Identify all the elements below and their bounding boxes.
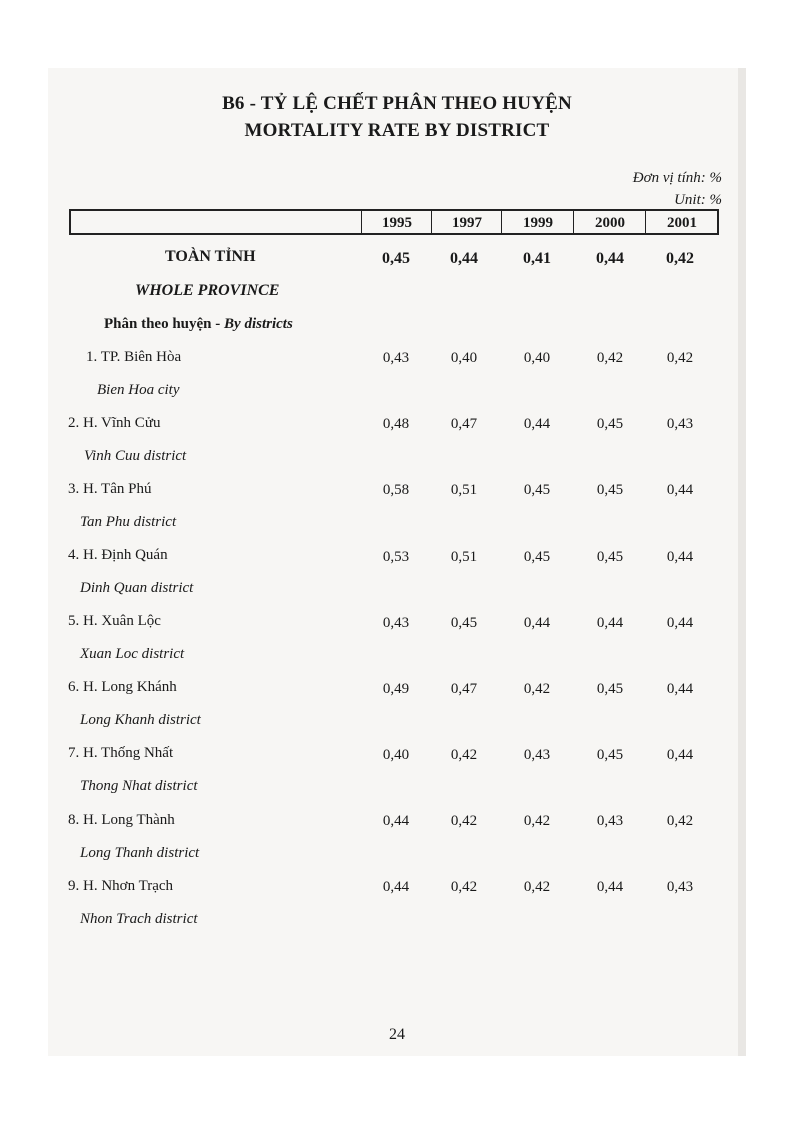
- row-label-vi: 1. TP. Biên Hòa: [86, 349, 182, 365]
- page-number: 24: [389, 1026, 405, 1043]
- row-value: 0,40: [450, 350, 478, 366]
- row-value: 0,40: [523, 350, 551, 366]
- row-label-en: Xuan Loc district: [80, 646, 185, 662]
- row-value: 0,44: [523, 416, 551, 432]
- row-value: 0,40: [382, 747, 410, 763]
- section-label-vi: Phân theo huyện -: [104, 316, 225, 332]
- row-value: 0,44: [666, 615, 694, 631]
- row-value: 0,53: [382, 549, 410, 565]
- row-label-vi: 5. H. Xuân Lộc: [68, 613, 161, 629]
- row-value: 0,45: [596, 482, 624, 498]
- section-heading: [104, 316, 293, 333]
- row-value: 0,42: [523, 879, 551, 895]
- row-value: 0,45: [596, 681, 624, 697]
- total-value-2001: 0,42: [666, 250, 694, 267]
- year-header-2001: 2001: [645, 211, 718, 233]
- row-value: 0,43: [382, 615, 410, 631]
- row-value: 0,47: [450, 681, 478, 697]
- row-value: 0,48: [382, 416, 410, 432]
- row-label-vi: 2. H. Vĩnh Cửu: [68, 415, 161, 431]
- row-label-en: Long Thanh district: [80, 845, 200, 861]
- row-label-vi: 8. H. Long Thành: [68, 812, 175, 828]
- row-value: 0,44: [666, 482, 694, 498]
- row-value: 0,44: [666, 681, 694, 697]
- row-value: 0,43: [666, 879, 694, 895]
- page-edge-shadow: [738, 68, 746, 1056]
- table-header: [69, 209, 719, 235]
- year-header-2000: 2000: [573, 211, 646, 233]
- row-label-en: Bien Hoa city: [97, 382, 180, 398]
- total-value-1999: 0,41: [523, 250, 551, 267]
- row-label-en: Dinh Quan district: [80, 580, 194, 596]
- row-value: 0,44: [523, 615, 551, 631]
- year-header-1997: 1997: [431, 211, 502, 233]
- row-value: 0,42: [666, 813, 694, 829]
- row-label-en: Nhon Trach district: [80, 911, 198, 927]
- row-label-vi: 3. H. Tân Phú: [68, 481, 152, 497]
- row-value: 0,45: [596, 747, 624, 763]
- year-header-1999: 1999: [501, 211, 574, 233]
- row-value: 0,51: [450, 482, 478, 498]
- row-label-vi: 6. H. Long Khánh: [68, 679, 177, 695]
- row-value: 0,44: [596, 615, 624, 631]
- row-value: 0,42: [450, 747, 478, 763]
- row-label-vi: 4. H. Định Quán: [68, 547, 168, 563]
- row-label-en: Long Khanh district: [80, 712, 201, 728]
- row-label-vi: 9. H. Nhơn Trạch: [68, 878, 174, 894]
- row-value: 0,43: [523, 747, 551, 763]
- row-label-en: Vinh Cuu district: [84, 448, 187, 464]
- row-value: 0,44: [596, 879, 624, 895]
- row-value: 0,42: [450, 879, 478, 895]
- section-label-en: By districts: [224, 316, 293, 332]
- row-value: 0,43: [596, 813, 624, 829]
- row-value: 0,45: [596, 549, 624, 565]
- total-label-vi: TOÀN TỈNH: [165, 248, 256, 265]
- row-value: 0,42: [666, 350, 694, 366]
- page-title: B6 - TỶ LỆ CHẾT PHÂN THEO HUYỆN: [222, 93, 572, 114]
- unit-english: Unit: %: [674, 192, 722, 208]
- row-value: 0,58: [382, 482, 410, 498]
- row-label-vi: 7. H. Thống Nhất: [68, 745, 174, 761]
- row-value: 0,45: [523, 549, 551, 565]
- total-label-en: WHOLE PROVINCE: [135, 282, 280, 299]
- row-value: 0,42: [523, 813, 551, 829]
- row-label-en: Thong Nhat district: [80, 778, 198, 794]
- row-value: 0,44: [382, 813, 410, 829]
- total-value-2000: 0,44: [596, 250, 624, 267]
- row-value: 0,42: [523, 681, 551, 697]
- row-label-en: Tan Phu district: [80, 514, 177, 530]
- row-value: 0,45: [523, 482, 551, 498]
- row-value: 0,51: [450, 549, 478, 565]
- row-value: 0,42: [450, 813, 478, 829]
- row-value: 0,43: [666, 416, 694, 432]
- row-value: 0,45: [596, 416, 624, 432]
- total-value-1995: 0,45: [382, 250, 410, 267]
- total-value-1997: 0,44: [450, 250, 478, 267]
- row-value: 0,44: [382, 879, 410, 895]
- year-header-1995: 1995: [361, 211, 432, 233]
- page-subtitle: MORTALITY RATE BY DISTRICT: [244, 120, 550, 141]
- row-value: 0,43: [382, 350, 410, 366]
- row-value: 0,49: [382, 681, 410, 697]
- row-value: 0,45: [450, 615, 478, 631]
- unit-vietnamese: Đơn vị tính: %: [632, 170, 722, 186]
- row-value: 0,44: [666, 549, 694, 565]
- row-value: 0,44: [666, 747, 694, 763]
- row-value: 0,42: [596, 350, 624, 366]
- row-value: 0,47: [450, 416, 478, 432]
